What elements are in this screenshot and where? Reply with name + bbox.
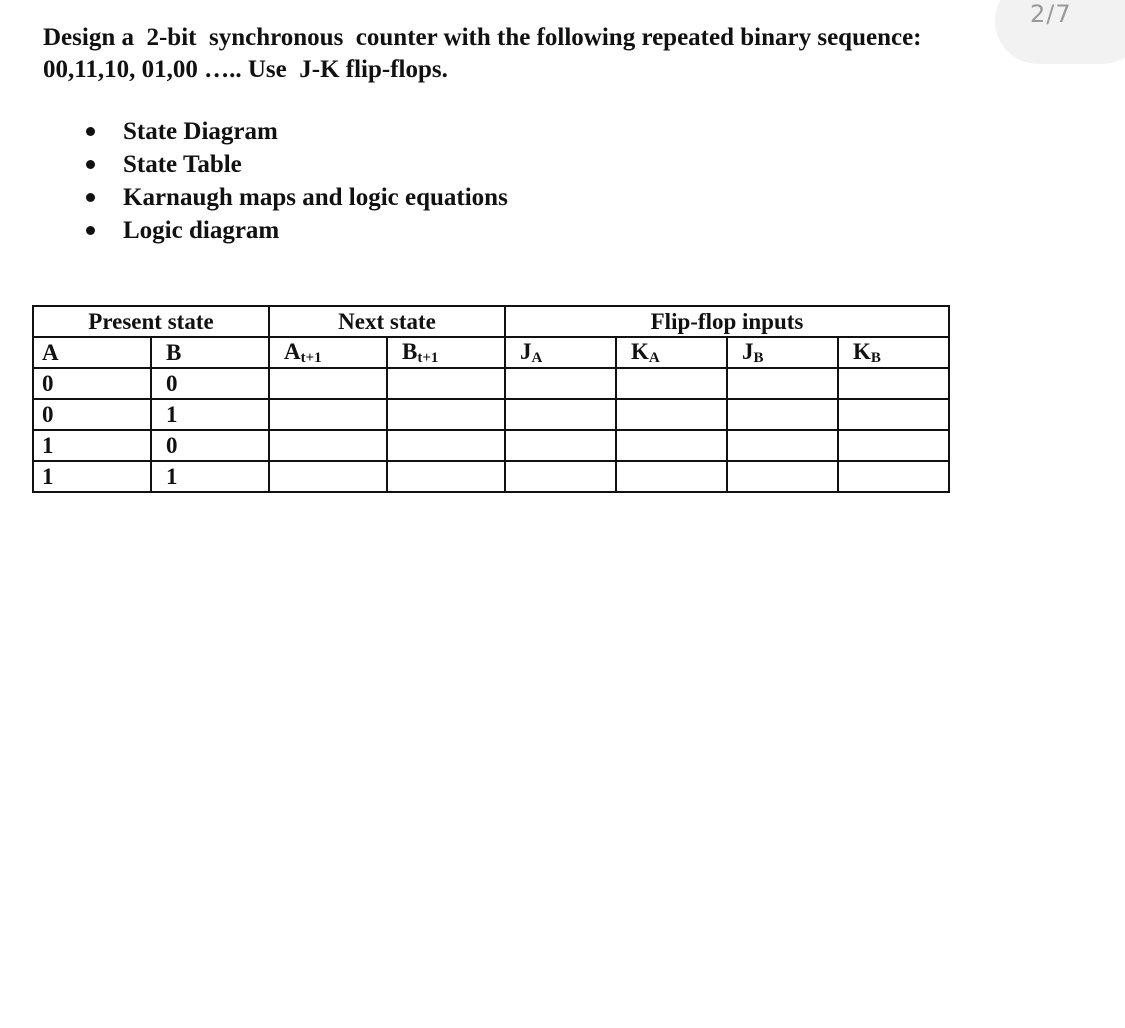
present-state-header: Present state — [33, 306, 269, 337]
cell-kb — [838, 399, 949, 430]
ka-sub: A — [648, 349, 660, 366]
cell-jb — [727, 368, 838, 399]
cell-ka — [616, 399, 727, 430]
cell-a: 1 — [33, 430, 151, 461]
column-header-ja — [505, 337, 616, 368]
bullet-icon — [86, 226, 95, 235]
cell-b-next — [387, 430, 505, 461]
jb-base: J — [742, 338, 754, 364]
cell-b-next — [387, 368, 505, 399]
column-header-kb — [838, 337, 949, 368]
task-label: Logic diagram — [123, 217, 280, 244]
cell-ja — [505, 368, 616, 399]
bullet-icon — [86, 193, 95, 202]
question-text — [43, 22, 1033, 86]
cell-a-next — [269, 430, 387, 461]
cell-b: 1 — [151, 461, 269, 492]
bullet-icon — [86, 127, 95, 136]
cell-ja — [505, 461, 616, 492]
cell-kb — [838, 461, 949, 492]
cell-b-next — [387, 461, 505, 492]
cell-jb — [727, 399, 838, 430]
cell-b: 0 — [151, 430, 269, 461]
cell-kb — [838, 368, 949, 399]
flip-flop-inputs-header: Flip-flop inputs — [505, 306, 949, 337]
cell-ka — [616, 430, 727, 461]
cell-a-next — [269, 368, 387, 399]
bullet-icon — [86, 160, 95, 169]
table-group-header-row — [33, 306, 949, 337]
table-row — [33, 430, 949, 461]
table-row — [33, 368, 949, 399]
cell-jb — [727, 430, 838, 461]
jb-sub: B — [753, 349, 764, 366]
task-label: State Table — [123, 151, 242, 178]
cell-b: 0 — [151, 368, 269, 399]
ja-base: J — [520, 338, 532, 364]
kb-sub: B — [870, 349, 881, 366]
cell-ka — [616, 368, 727, 399]
column-header-ka — [616, 337, 727, 368]
cell-kb — [838, 430, 949, 461]
column-header-a: A — [33, 337, 151, 368]
b-next-base: B — [402, 338, 418, 364]
cell-a: 0 — [33, 399, 151, 430]
task-label: Karnaugh maps and logic equations — [123, 184, 508, 211]
b-next-sub: t+1 — [417, 349, 439, 366]
cell-ka — [616, 461, 727, 492]
column-header-b-next — [387, 337, 505, 368]
state-table — [32, 305, 950, 493]
cell-ja — [505, 430, 616, 461]
table-row — [33, 399, 949, 430]
column-header-b: B — [151, 337, 269, 368]
table-column-header-row — [33, 337, 949, 368]
cell-a: 0 — [33, 368, 151, 399]
cell-a-next — [269, 399, 387, 430]
question-line-1: Design a 2-bit synchronous counter with the following repeated binary sequence: — [43, 24, 922, 51]
cell-ja — [505, 399, 616, 430]
cell-b-next — [387, 399, 505, 430]
cell-a: 1 — [33, 461, 151, 492]
task-label: State Diagram — [123, 118, 278, 145]
cell-a-next — [269, 461, 387, 492]
column-header-jb — [727, 337, 838, 368]
column-header-a-next — [269, 337, 387, 368]
page-indicator: 2/7 — [1030, 0, 1072, 28]
question-line-2: 00,11,10, 01,00 ….. Use J-K flip-flops. — [43, 56, 448, 83]
next-state-header: Next state — [269, 306, 505, 337]
cell-b: 1 — [151, 399, 269, 430]
cell-jb — [727, 461, 838, 492]
a-next-sub: t+1 — [300, 349, 322, 366]
table-row — [33, 461, 949, 492]
kb-base: K — [853, 338, 871, 364]
ka-base: K — [631, 338, 649, 364]
ja-sub: A — [531, 349, 543, 366]
a-next-base: A — [284, 338, 301, 364]
